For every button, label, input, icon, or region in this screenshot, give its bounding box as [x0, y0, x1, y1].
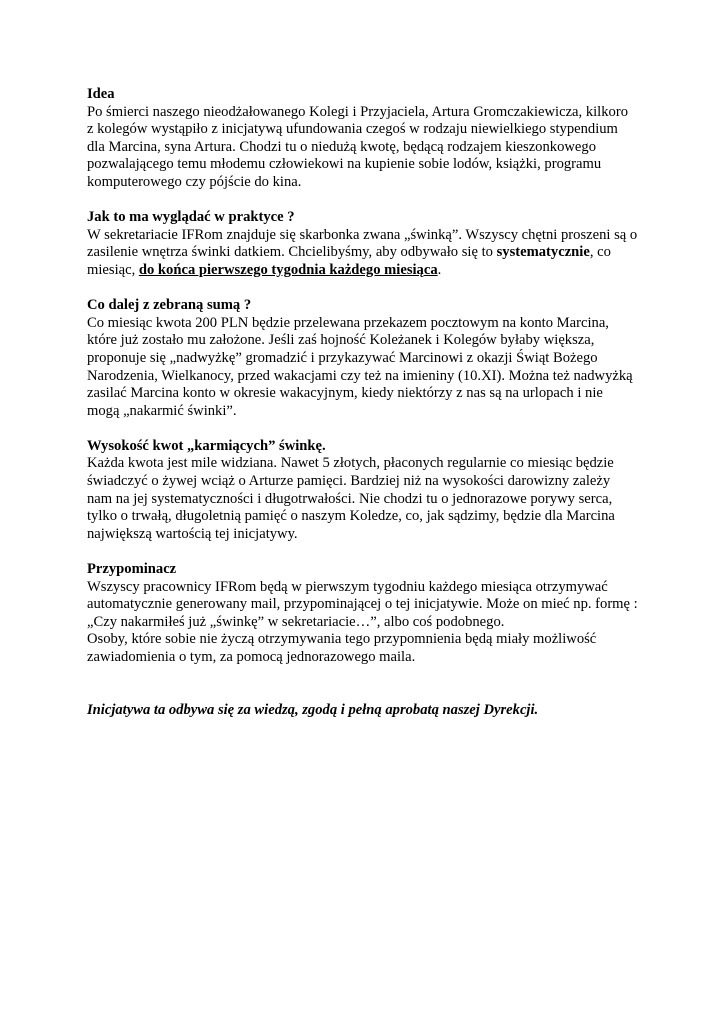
paragraph-line: „Czy nakarmiłeś już „świnkę” w sekretariacie…”, albo coś podobnego. — [87, 613, 505, 630]
section-heading: Idea — [87, 86, 115, 102]
paragraph-line: Narodzenia, Wielkanocy, przed wakacjami czy też na imieniny (10.XI). Można też nadwyżką — [87, 367, 633, 384]
paragraph-line: największą wartością tej inicjatywy. — [87, 525, 298, 542]
section-reminder — [87, 561, 657, 667]
text-run: zasilenie wnętrza świnki datkiem. Chcielibyśmy, aby odbywało się to — [87, 244, 497, 261]
closing-statement: Inicjatywa ta odbywa się za wiedzą, zgodą i pełną aprobatą naszej Dyrekcji. — [87, 701, 539, 718]
paragraph-line: Każda kwota jest mile widziana. Nawet 5 złotych, płaconych regularnie co miesiąc będzie — [87, 455, 614, 472]
paragraph-line: zasilać Marcina konto w okresie wakacyjnym, kiedy niektórzy z nas są na urlopach i nie — [87, 385, 603, 402]
paragraph-line: Co miesiąc kwota 200 PLN będzie przelewana przekazem pocztowym na konto Marcina, — [87, 314, 609, 331]
paragraph-line: świadczyć o żywej wciąż o Arturze pamięci. Bardziej niż na wysokości darowizny zależy — [87, 473, 611, 490]
paragraph-line: tylko o trwałą, długoletnią pamięć o naszym Koledze, co, jak sądzimy, będzie dla Marcina — [87, 508, 615, 525]
paragraph-line: pozwalającego temu młodemu człowiekowi na kupienie sobie lodów, książki, programu — [87, 156, 602, 173]
paragraph-line: które już zostało mu założone. Jeśli zaś hojność Koleżanek i Kolegów byłaby większa, — [87, 332, 595, 349]
document-page — [87, 86, 657, 719]
paragraph-line: automatycznie generowany mail, przypominającej o tej inicjatywie. Może on mieć np. formę : — [87, 596, 638, 613]
paragraph-line: z kolegów wystąpiło z inicjatywą ufundowania czegoś w rodzaju niewielkiego stypendium — [87, 121, 618, 138]
text-run: , co — [589, 244, 611, 261]
paragraph-line: Po śmierci naszego nieodżałowanego Kolegi i Przyjaciela, Artura Gromczakiewicza, kilkoro — [87, 103, 628, 120]
paragraph-line: proponuje się „nadwyżkę” gromadzić i przykazywać Marcinowi z okazji Świąt Bożego — [87, 349, 598, 366]
section-heading: Wysokość kwot „karmiących” świnkę. — [87, 437, 326, 454]
paragraph-line: dla Marcina, syna Artura. Chodzi tu o niedużą kwotę, będącą rodzajem kieszonkowego — [87, 138, 596, 155]
bold-underlined-text-run: do końca pierwszego tygodnia każdego miesiąca — [138, 261, 438, 278]
section-heading: Przypominacz — [87, 561, 177, 578]
section-heading: Jak to ma wyglądać w praktyce ? — [87, 209, 295, 226]
paragraph-line: nam na jej systematyczności i długotrwałości. Nie chodzi tu o jednorazowe porywy serca, — [87, 490, 613, 507]
paragraph-line: mogą „nakarmić świnki”. — [87, 402, 237, 419]
paragraph-line: W sekretariacie IFRom znajduje się skarbonka zwana „świnką”. Wszyscy chętni proszeni są o — [87, 226, 638, 243]
paragraph-line: Osoby, które sobie nie życzą otrzymywania tego przypomnienia będą miały możliwość — [87, 631, 597, 648]
paragraph-line: komputerowego czy pójście do kina. — [87, 173, 302, 190]
paragraph-line: zawiadomienia o tym, za pomocą jednorazowego maila. — [87, 649, 416, 665]
section-practice — [87, 209, 657, 279]
paragraph-line — [87, 262, 657, 280]
paragraph-line: Wszyscy pracownicy IFRom będą w pierwszym tygodniu każdego miesiąca otrzymywać — [87, 578, 608, 595]
section-amounts — [87, 438, 657, 544]
text-run: miesiąc, — [87, 261, 139, 278]
section-heading: Co dalej z zebraną sumą ? — [87, 297, 252, 314]
bold-text-run: systematycznie — [496, 244, 590, 261]
text-run: . — [437, 261, 442, 278]
section-idea — [87, 86, 657, 192]
paragraph-line — [87, 244, 657, 262]
section-collected-sum — [87, 297, 657, 420]
